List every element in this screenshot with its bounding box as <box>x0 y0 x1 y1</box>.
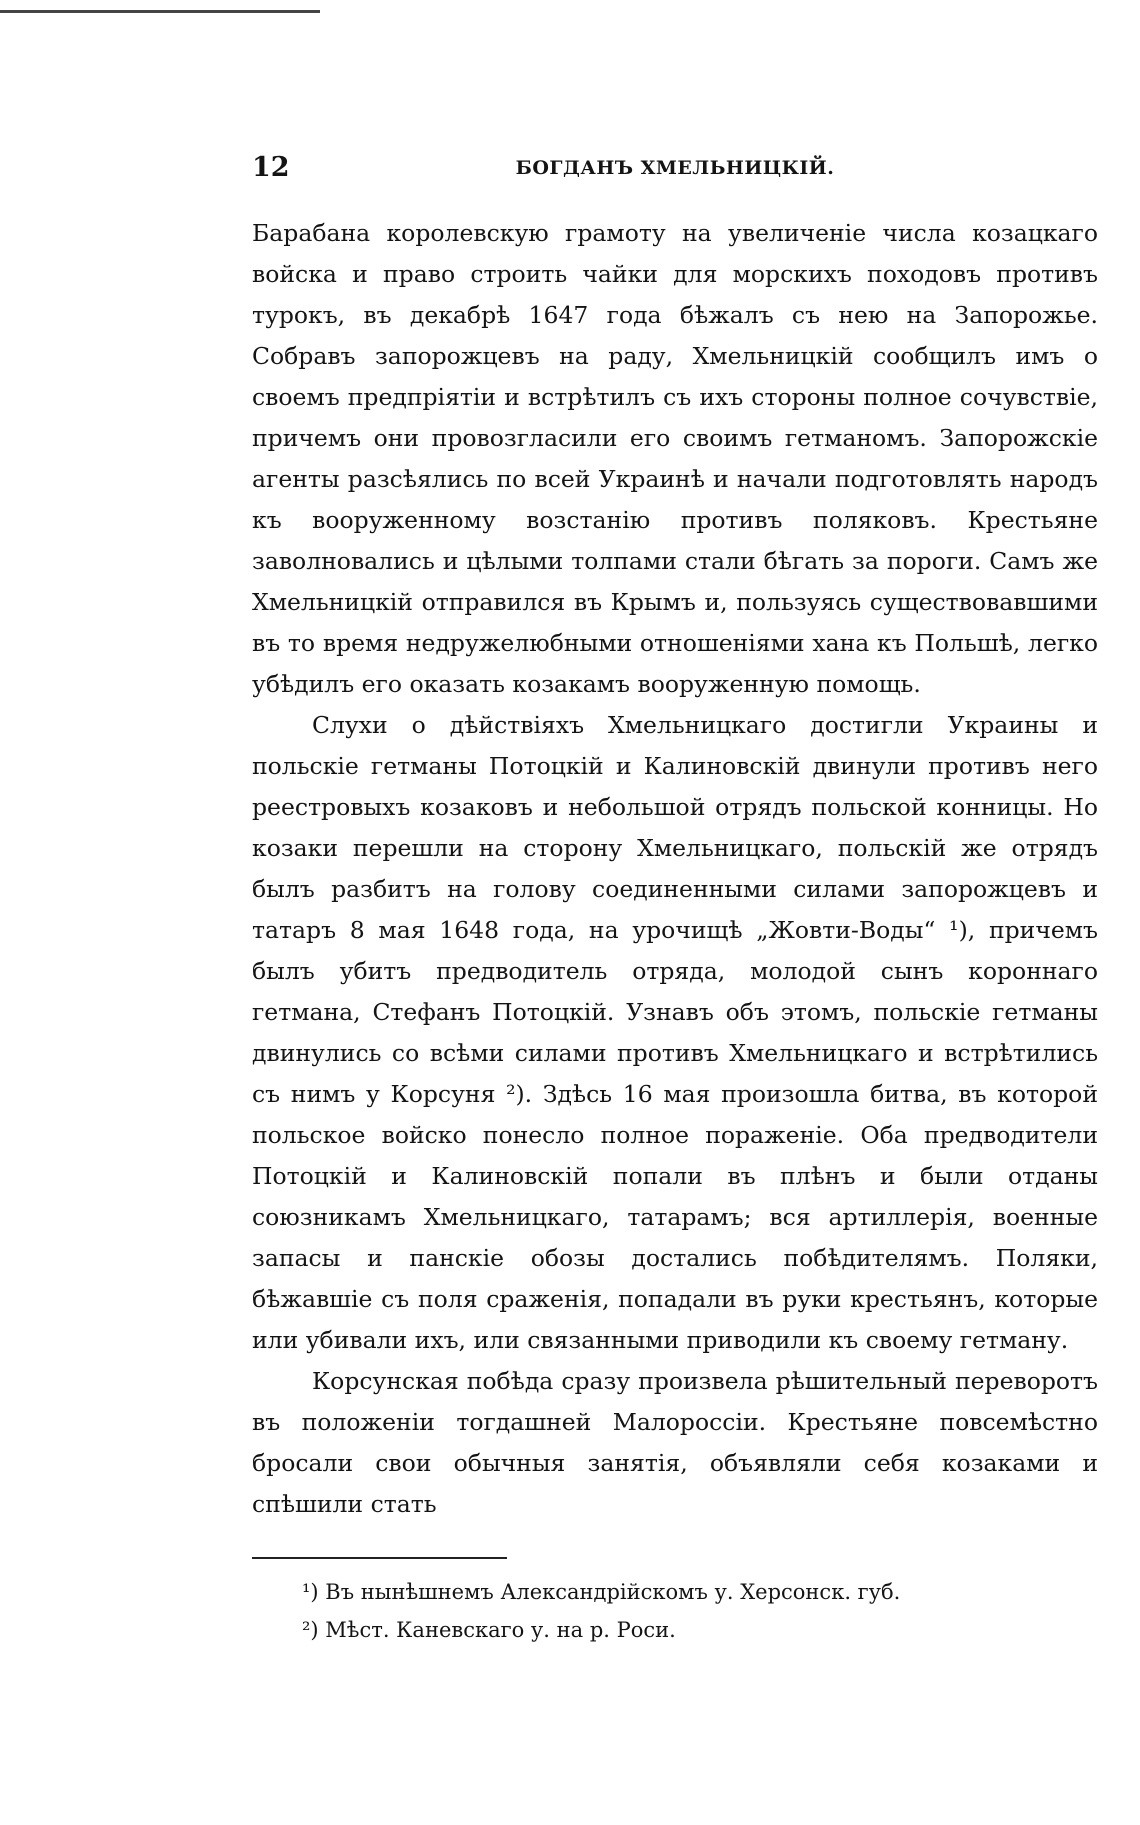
paragraph-1: Барабана королевскую грамоту на увеличеніе числа козацкаго войска и право строить чайки для морскихъ походовъ противъ турокъ, въ декабрѣ 1647 года бѣжалъ съ нею на Запорожье. Собравъ запорожцевъ на раду, Хмельницкій сообщилъ имъ о своемъ предпріятіи и встрѣтилъ съ ихъ стороны полное сочувствіе, причемъ они провозгласили его своимъ гетманомъ. Запорожскіе агенты разсѣялись по всей Украинѣ и начали подготовлять народъ къ вооруженному возстанію противъ поляковъ. Крестьяне заволновались и цѣлыми толпами стали бѣгать за пороги. Самъ же Хмельницкій отправился въ Крымъ и, пользуясь существовавшими въ то время недружелюбными отношеніями хана къ Польшѣ, легко убѣдилъ его оказать козакамъ вооруженную помощь. <box>252 219 1098 698</box>
footnotes <box>252 1573 1098 1649</box>
page-number: 12 <box>252 152 290 183</box>
body-text <box>252 213 1098 1525</box>
page-header <box>252 138 1098 198</box>
running-title: БОГДАНЪ ХМЕЛЬНИЦКІЙ. <box>515 157 835 179</box>
paragraph-3: Корсунская побѣда сразу произвела рѣшительный переворотъ въ положеніи тогдашней Малороссіи. Крестьяне повсемѣстно бросали свои обычныя занятія, объявляли себя козаками и спѣшили стать <box>252 1367 1098 1518</box>
top-edge-rule <box>0 10 320 13</box>
footnote-1: ¹) Въ нынѣшнемъ Александрійскомъ у. Херсонск. губ. <box>302 1580 901 1604</box>
footnote-2: ²) Мѣст. Каневскаго у. на р. Роси. <box>302 1618 676 1642</box>
book-page <box>252 138 1098 1649</box>
paragraph-2: Слухи о дѣйствіяхъ Хмельницкаго достигли Украины и польскіе гетманы Потоцкій и Калиновскій двинули противъ него реестровыхъ козаковъ и небольшой отрядъ польской конницы. Но козаки перешли на сторону Хмельницкаго, польскій же отрядъ былъ разбитъ на голову соединенными силами запорожцевъ и татаръ 8 мая 1648 года, на урочищѣ „Жовти-Воды“ ¹), причемъ былъ убитъ предводитель отряда, молодой сынъ короннаго гетмана, Стефанъ Потоцкій. Узнавъ объ этомъ, польскіе гетманы двинулись со всѣми силами противъ Хмельницкаго и встрѣтились съ нимъ у Корсуня ²). Здѣсь 16 мая произошла битва, въ которой польское войско понесло полное пораженіе. Оба предводители Потоцкій и Калиновскій попали въ плѣнъ и были отданы союзникамъ Хмельницкаго, татарамъ; вся артиллерія, военные запасы и панскіе обозы достались побѣдителямъ. Поляки, бѣжавшіе съ поля сраженія, попадали въ руки крестьянъ, которые или убивали ихъ, или связанными приводили къ своему гетману. <box>252 711 1098 1354</box>
footnote-divider <box>252 1557 507 1559</box>
